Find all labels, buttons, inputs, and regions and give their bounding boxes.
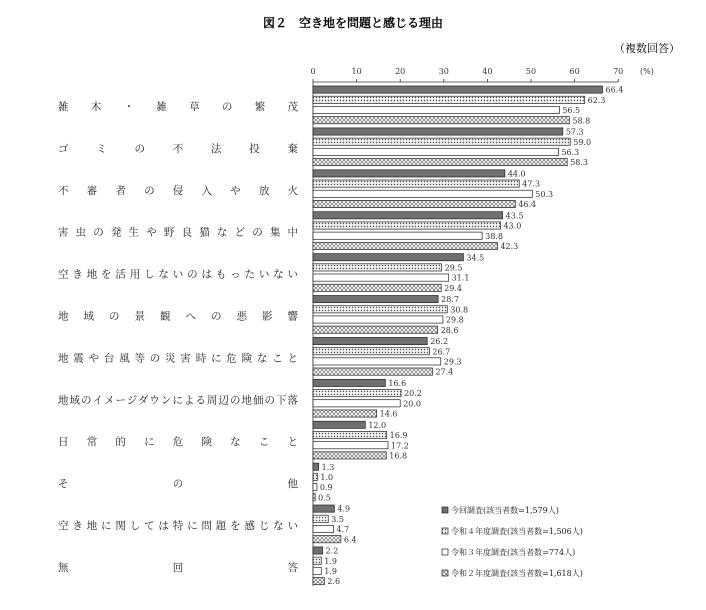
bar-value-label: 20.0 bbox=[403, 399, 422, 409]
legend-swatch bbox=[442, 549, 448, 555]
bar-value-label: 38.8 bbox=[485, 231, 503, 241]
bar-series-3 bbox=[313, 232, 482, 239]
bar-value-label: 16.6 bbox=[388, 379, 407, 388]
bar-series-2 bbox=[313, 180, 519, 187]
bar-series-2 bbox=[313, 390, 401, 397]
bar-series-4 bbox=[313, 242, 497, 249]
bar-value-label: 29.8 bbox=[445, 315, 464, 325]
legend-swatch bbox=[442, 570, 448, 576]
bar-series-3 bbox=[313, 400, 400, 407]
bar-series-3 bbox=[313, 442, 388, 449]
bar-series-4 bbox=[313, 578, 324, 585]
bar-series-2 bbox=[313, 473, 317, 480]
bar-value-label: 4.9 bbox=[337, 504, 351, 514]
bar-series-1 bbox=[313, 296, 438, 303]
bar-series-2 bbox=[313, 515, 328, 522]
bar-series-3 bbox=[313, 106, 559, 113]
bar-series-1 bbox=[313, 128, 563, 135]
chart-title: 図２ 空き地を問題と感じる理由 bbox=[262, 16, 444, 30]
bar-value-label: 28.7 bbox=[441, 295, 459, 305]
bar-value-label: 56.5 bbox=[562, 106, 581, 116]
bar-series-4 bbox=[313, 494, 315, 501]
bar-series-4 bbox=[313, 368, 432, 375]
bar-value-label: 29.4 bbox=[444, 283, 462, 293]
category-label: 地域の景観への悪影響 bbox=[58, 310, 298, 323]
bar-value-label: 1.3 bbox=[321, 462, 335, 472]
bar-series-4 bbox=[313, 410, 377, 417]
bar-series-3 bbox=[313, 316, 443, 323]
bar-value-label: 34.5 bbox=[466, 253, 485, 263]
category-label: ゴミの不法投棄 bbox=[58, 142, 298, 155]
bar-value-label: 46.4 bbox=[518, 200, 537, 210]
bar-series-3 bbox=[313, 148, 558, 155]
bar-series-4 bbox=[313, 117, 569, 124]
bar-series-1 bbox=[313, 212, 503, 219]
category-label: 空き地を活用しないのはもったいない bbox=[58, 268, 298, 281]
bar-value-label: 58.3 bbox=[570, 158, 589, 168]
bar-series-3 bbox=[313, 358, 441, 365]
bar-value-label: 1.9 bbox=[324, 556, 338, 566]
bar-series-2 bbox=[313, 96, 585, 103]
bar-value-label: 50.3 bbox=[535, 189, 554, 199]
bar-value-label: 59.0 bbox=[573, 137, 592, 147]
bar-series-2 bbox=[313, 264, 442, 271]
bar-value-label: 17.2 bbox=[390, 441, 409, 451]
bar-series-3 bbox=[313, 525, 333, 532]
bar-series-2 bbox=[313, 306, 447, 313]
bar-value-label: 47.3 bbox=[522, 179, 541, 189]
x-tick-label: 0 bbox=[310, 67, 316, 76]
bar-value-label: 66.4 bbox=[605, 85, 624, 95]
bar-value-label: 0.9 bbox=[319, 483, 333, 493]
bar-series-1 bbox=[313, 86, 603, 93]
bar-value-label: 14.6 bbox=[379, 409, 398, 419]
bar-series-3 bbox=[313, 484, 317, 491]
bar-value-label: 56.3 bbox=[561, 148, 580, 157]
bar-series-2 bbox=[313, 557, 321, 564]
bar-value-label: 2.6 bbox=[327, 577, 341, 587]
bar-series-4 bbox=[313, 200, 515, 207]
bar-value-label: 57.3 bbox=[565, 127, 584, 137]
category-label: 無回答 bbox=[58, 561, 298, 574]
category-label: 地域のイメージダウンによる周辺の地価の下落 bbox=[58, 394, 298, 407]
bar-value-label: 0.5 bbox=[318, 493, 331, 503]
bar-value-label: 58.8 bbox=[572, 116, 591, 126]
category-label: その他 bbox=[58, 478, 298, 491]
x-tick-label: 30 bbox=[438, 67, 449, 76]
bar-series-1 bbox=[313, 170, 505, 177]
bar-series-4 bbox=[313, 536, 341, 543]
category-label: 害虫の発生や野良猫などの集中 bbox=[58, 226, 298, 239]
x-tick-label: 20 bbox=[395, 67, 406, 76]
bar-value-label: 6.4 bbox=[343, 535, 357, 545]
legend-label: 令和３年度調査(該当者数=774人) bbox=[451, 548, 576, 557]
bar-value-label: 1.9 bbox=[324, 567, 338, 576]
x-tick-label: 40 bbox=[482, 67, 493, 76]
bar-series-4 bbox=[313, 452, 386, 459]
bar-value-label: 26.2 bbox=[430, 337, 449, 347]
bar-series-1 bbox=[313, 379, 385, 386]
bar-value-label: 44.0 bbox=[507, 169, 526, 179]
bar-value-label: 12.0 bbox=[368, 420, 387, 430]
bar-value-label: 62.3 bbox=[587, 95, 606, 105]
bar-series-1 bbox=[313, 337, 427, 344]
x-tick-label: 10 bbox=[351, 67, 362, 76]
bar-series-1 bbox=[313, 547, 323, 554]
bar-value-label: 31.1 bbox=[451, 273, 470, 283]
category-label: 空き地に関しては特に問題を感じない bbox=[58, 520, 298, 532]
bar-series-2 bbox=[313, 431, 387, 438]
category-label: 日常的に危険なこと bbox=[58, 436, 298, 449]
x-tick-label: 50 bbox=[525, 67, 537, 76]
bar-value-label: 27.4 bbox=[435, 367, 454, 377]
bar-value-label: 29.3 bbox=[443, 357, 462, 367]
category-label: 雑木・雑草の繁茂 bbox=[58, 101, 298, 113]
bar-value-label: 29.5 bbox=[444, 263, 463, 273]
bar-value-label: 2.2 bbox=[325, 546, 339, 556]
bar-value-label: 30.8 bbox=[450, 305, 469, 315]
bar-series-2 bbox=[313, 138, 570, 145]
bar-value-label: 28.6 bbox=[440, 325, 459, 335]
category-label: 不審者の侵入や放火 bbox=[58, 184, 298, 197]
bar-series-4 bbox=[313, 284, 441, 291]
bar-value-label: 43.0 bbox=[503, 221, 522, 231]
bar-value-label: 4.7 bbox=[336, 525, 350, 535]
bar-series-1 bbox=[313, 463, 319, 470]
chart-subtitle: （複数回答） bbox=[614, 42, 680, 55]
legend-label: 今回調査(該当者数=1,579人) bbox=[451, 506, 559, 515]
axis-unit-label: (%) bbox=[640, 67, 654, 76]
bar-value-label: 26.7 bbox=[432, 347, 451, 357]
legend bbox=[442, 505, 583, 578]
x-tick-label: 70 bbox=[613, 67, 624, 76]
category-label: 地震や台風等の災害時に危険なこと bbox=[58, 352, 298, 365]
bar-series-3 bbox=[313, 274, 449, 281]
legend-swatch bbox=[442, 528, 448, 534]
bar-value-label: 16.9 bbox=[389, 431, 408, 441]
bar-series-1 bbox=[313, 254, 463, 261]
bar-series-4 bbox=[313, 326, 438, 333]
bar-value-label: 16.8 bbox=[389, 451, 408, 461]
legend-swatch bbox=[442, 507, 448, 513]
bar-series-1 bbox=[313, 505, 334, 512]
bar-value-label: 43.5 bbox=[505, 211, 524, 221]
category-labels bbox=[58, 100, 299, 574]
bar-value-label: 20.2 bbox=[404, 389, 422, 399]
bar-value-label: 1.0 bbox=[320, 473, 334, 482]
bar-series-2 bbox=[313, 348, 429, 355]
x-tick-label: 60 bbox=[569, 67, 580, 76]
bar-series-4 bbox=[313, 159, 567, 166]
legend-label: 令和４年度調査(該当者数=1,506人) bbox=[451, 527, 583, 536]
bar-series-3 bbox=[313, 190, 532, 197]
bar-series-1 bbox=[313, 421, 365, 428]
bar-series-3 bbox=[313, 567, 321, 574]
bar-value-label: 42.3 bbox=[500, 242, 519, 251]
bar-value-label: 3.5 bbox=[331, 514, 344, 524]
bar-series-2 bbox=[313, 222, 500, 229]
legend-label: 令和２年度調査(該当者数=1,618人) bbox=[451, 569, 583, 578]
